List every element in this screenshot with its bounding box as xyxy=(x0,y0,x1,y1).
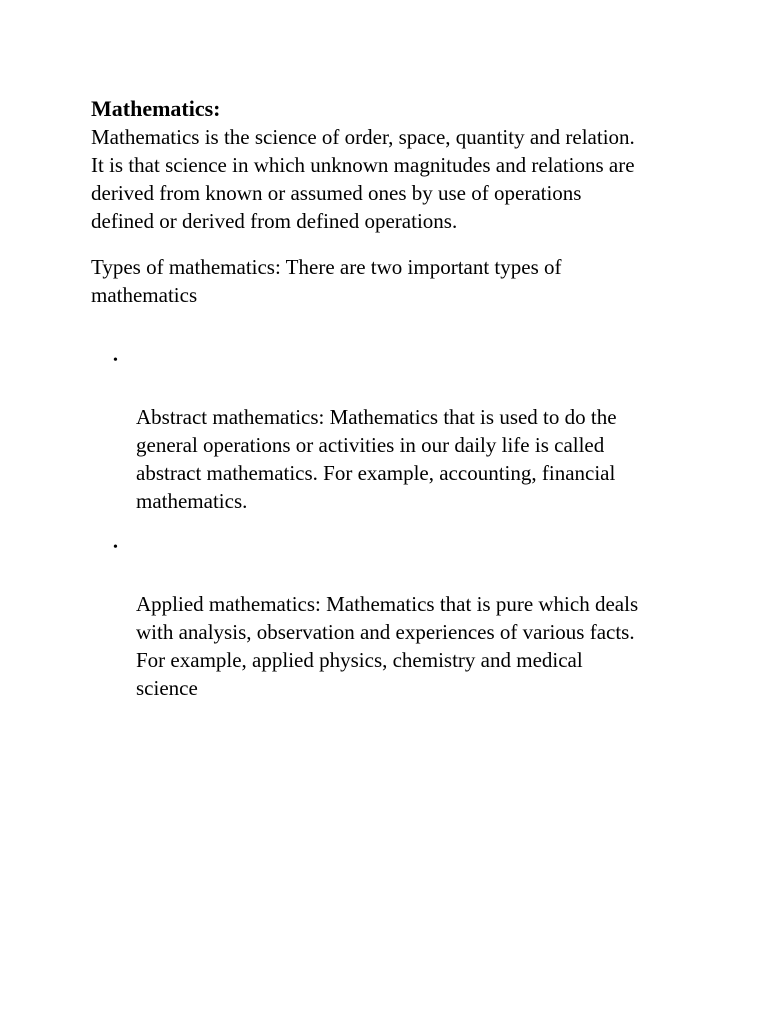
types-paragraph: Types of mathematics: There are two important types of mathematics xyxy=(91,255,562,307)
bullet-icon: • xyxy=(113,353,118,368)
bullet-item-applied xyxy=(91,534,691,702)
bullet-text: Abstract mathematics: Mathematics that is used to do the general operations or activities in our daily life is called abstract mathematics. For example, accounting, financial mathematics. xyxy=(136,405,617,513)
intro-paragraph: Mathematics is the science of order, space, quantity and relation. It is that science in which unknown magnitudes and relations are derived from known or assumed ones by use of operations defined or derived from defined operations. xyxy=(91,125,635,233)
bullet-icon: • xyxy=(113,540,118,555)
types-bullet-list xyxy=(91,347,691,702)
document-body xyxy=(91,95,691,721)
document-heading: Mathematics: xyxy=(91,96,221,121)
bullet-text: Applied mathematics: Mathematics that is pure which deals with analysis, observation and experiences of various facts. For example, applied physics, chemistry and medical science xyxy=(136,592,639,700)
bullet-item-abstract xyxy=(91,347,691,515)
